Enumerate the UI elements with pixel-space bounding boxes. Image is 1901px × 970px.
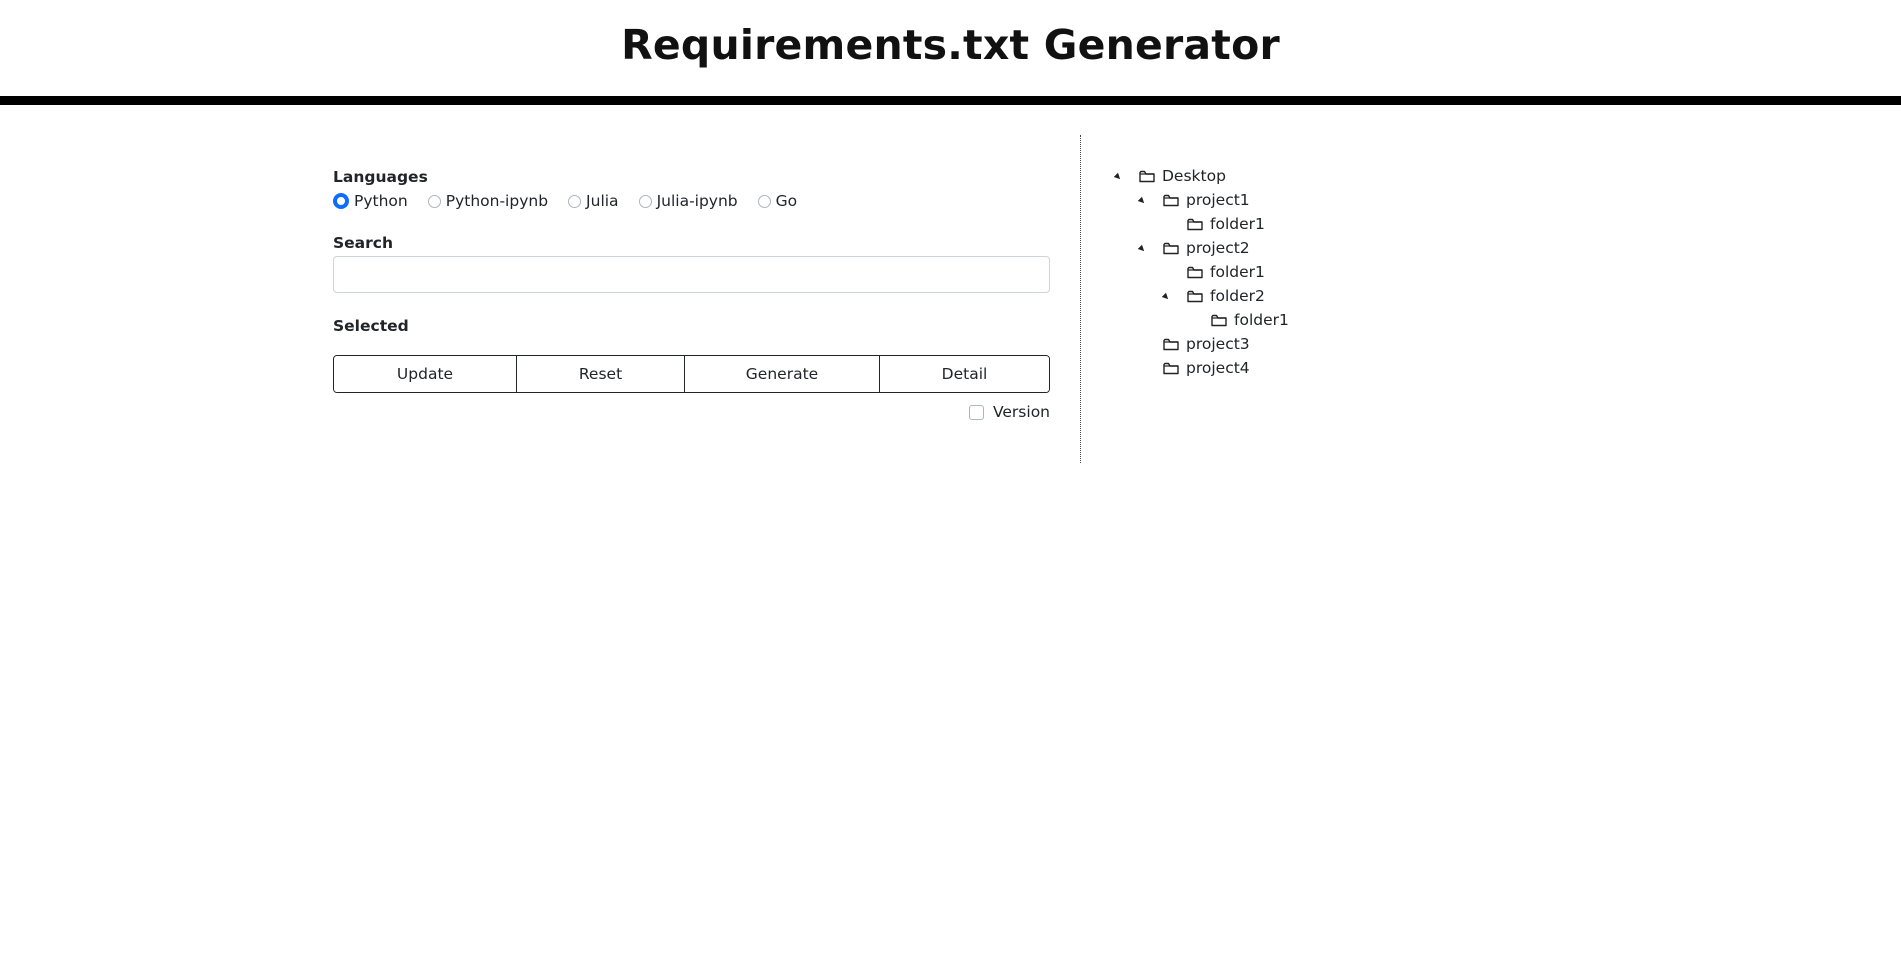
language-option-label: Python	[354, 192, 408, 210]
folder-icon	[1187, 218, 1203, 231]
tree-node-label: project4	[1186, 359, 1250, 377]
tree-node-label: folder2	[1210, 287, 1265, 305]
languages-radio-group	[333, 189, 1050, 213]
page-header	[0, 0, 1901, 96]
form-panel	[333, 166, 1050, 421]
language-option-label: Julia-ipynb	[656, 192, 738, 210]
radio-julia-ipynb[interactable]	[639, 195, 652, 208]
action-button-group	[333, 355, 1050, 393]
detail-button[interactable]: Detail	[879, 356, 1049, 392]
version-checkbox[interactable]	[969, 405, 984, 420]
header-divider	[0, 96, 1901, 105]
folder-icon	[1163, 242, 1179, 255]
language-option-go[interactable]	[758, 192, 798, 210]
search-input[interactable]	[333, 256, 1050, 293]
page-title: Requirements.txt Generator	[621, 21, 1280, 69]
version-option	[333, 403, 1050, 421]
tree-node-label: folder1	[1234, 311, 1289, 329]
folder-icon	[1187, 266, 1203, 279]
language-option-julia[interactable]	[568, 192, 619, 210]
reset-button[interactable]: Reset	[516, 356, 684, 392]
language-option-label: Python-ipynb	[445, 192, 549, 210]
tree-node-label: folder1	[1210, 263, 1265, 281]
search-label: Search	[333, 234, 394, 252]
expand-caret-icon[interactable]	[1138, 197, 1146, 205]
folder-icon	[1163, 194, 1179, 207]
tree-node-label: Desktop	[1162, 167, 1226, 185]
radio-julia[interactable]	[568, 195, 581, 208]
language-option-label: Go	[775, 192, 798, 210]
version-label: Version	[993, 403, 1050, 421]
selected-label: Selected	[333, 317, 409, 335]
folder-icon	[1187, 290, 1203, 303]
languages-label: Languages	[333, 168, 428, 186]
language-option-python-ipynb[interactable]	[428, 192, 548, 210]
update-button[interactable]: Update	[334, 356, 516, 392]
radio-python[interactable]	[333, 193, 349, 209]
tree-node-label: folder1	[1210, 215, 1265, 233]
folder-icon	[1211, 314, 1227, 327]
tree-node-label: project1	[1186, 191, 1250, 209]
folder-icon	[1139, 170, 1155, 183]
language-option-python[interactable]	[333, 192, 408, 210]
tree-node-label: project3	[1186, 335, 1250, 353]
folder-icon	[1163, 362, 1179, 375]
expand-caret-icon[interactable]	[1138, 245, 1146, 253]
generate-button[interactable]: Generate	[684, 356, 879, 392]
panel-divider	[1080, 135, 1081, 463]
tree-node-label: project2	[1186, 239, 1250, 257]
language-option-julia-ipynb[interactable]	[639, 192, 738, 210]
folder-icon	[1163, 338, 1179, 351]
language-option-label: Julia	[586, 192, 619, 210]
radio-go[interactable]	[758, 195, 771, 208]
expand-caret-icon[interactable]	[1162, 293, 1170, 301]
radio-python-ipynb[interactable]	[428, 195, 441, 208]
expand-caret-icon[interactable]	[1114, 173, 1122, 181]
